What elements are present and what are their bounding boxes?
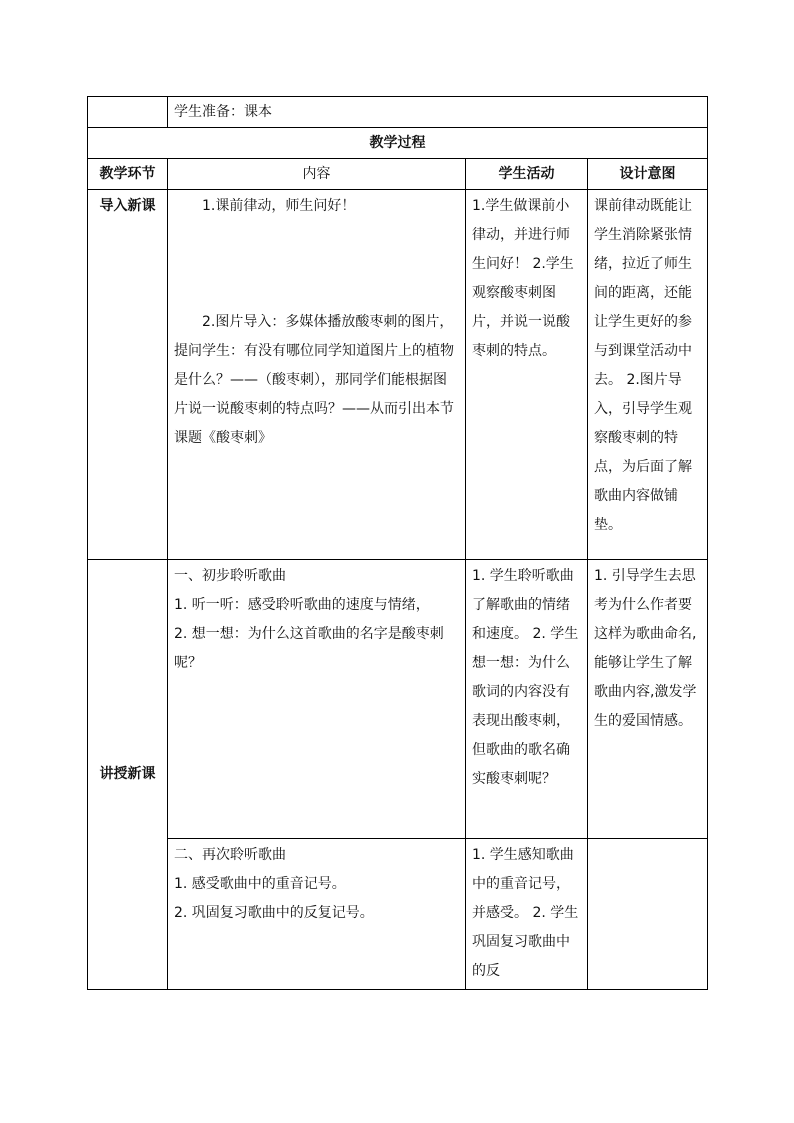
lesson-plan-table <box>87 96 708 990</box>
header-content: 内容 <box>168 159 466 190</box>
part2-heading: 二、再次聆听歌曲 <box>174 847 286 863</box>
part1-intent: 1. 引导学生去思考为什么作者要这样为歌曲命名,能够让学生了解歌曲内容,激发学生的爱国情感。 <box>588 560 708 839</box>
intro-activity: 1.学生做课前小律动，并进行师生问好！ 2.学生观察酸枣刺图片，并说一说酸枣刺的特点。 <box>466 190 588 560</box>
part1-content <box>168 560 466 839</box>
section-title-row <box>88 128 708 159</box>
part1-heading: 一、初步聆听歌曲 <box>174 568 286 584</box>
part2-content <box>168 839 466 990</box>
intro-content-2: 2.图片导入：多媒体播放酸枣刺的图片，提问学生：有没有哪位同学知道图片上的植物是什么？——（酸枣刺），那同学们能根据图片说一说酸枣刺的特点吗？——从而引出本节课题《酸枣刺》 <box>174 314 454 446</box>
intro-stage: 导入新课 <box>88 190 168 560</box>
part1-activity: 1. 学生聆听歌曲了解歌曲的情绪和速度。 2. 学生想一想：为什么歌词的内容没有表现出酸枣刺，但歌曲的歌名确实酸枣刺呢？ <box>466 560 588 839</box>
header-row <box>88 159 708 190</box>
intro-content-1: 1.课前律动，师生问好！ <box>202 198 356 214</box>
intro-content <box>168 190 466 560</box>
prep-empty-cell <box>88 97 168 128</box>
header-stage: 教学环节 <box>88 159 168 190</box>
lesson-part2-row <box>88 839 708 990</box>
part2-item-1: 1. 感受歌曲中的重音记号。 <box>174 876 346 892</box>
lesson-part1-row <box>88 560 708 839</box>
section-title: 教学过程 <box>88 128 708 159</box>
header-activity: 学生活动 <box>466 159 588 190</box>
part1-item-1: 1. 听一听：感受聆听歌曲的速度与情绪， <box>174 597 430 613</box>
part2-item-2: 2. 巩固复习歌曲中的反复记号。 <box>174 905 374 921</box>
lesson-stage: 讲授新课 <box>88 560 168 990</box>
intro-row <box>88 190 708 560</box>
part1-item-2: 2. 想一想：为什么这首歌曲的名字是酸枣刺呢？ <box>174 626 444 671</box>
header-intent: 设计意图 <box>588 159 708 190</box>
intro-intent: 课前律动既能让学生消除紧张情绪，拉近了师生间的距离，还能让学生更好的参与到课堂活动中去。 2.图片导入，引导学生观察酸枣刺的特点，为后面了解歌曲内容做铺垫。 <box>588 190 708 560</box>
prep-row <box>88 97 708 128</box>
part2-intent <box>588 839 708 990</box>
prep-text: 学生准备：课本 <box>168 97 708 128</box>
part2-activity: 1. 学生感知歌曲中的重音记号，并感受。 2. 学生巩固复习歌曲中的反 <box>466 839 588 990</box>
intro-content-spacer <box>174 221 459 308</box>
